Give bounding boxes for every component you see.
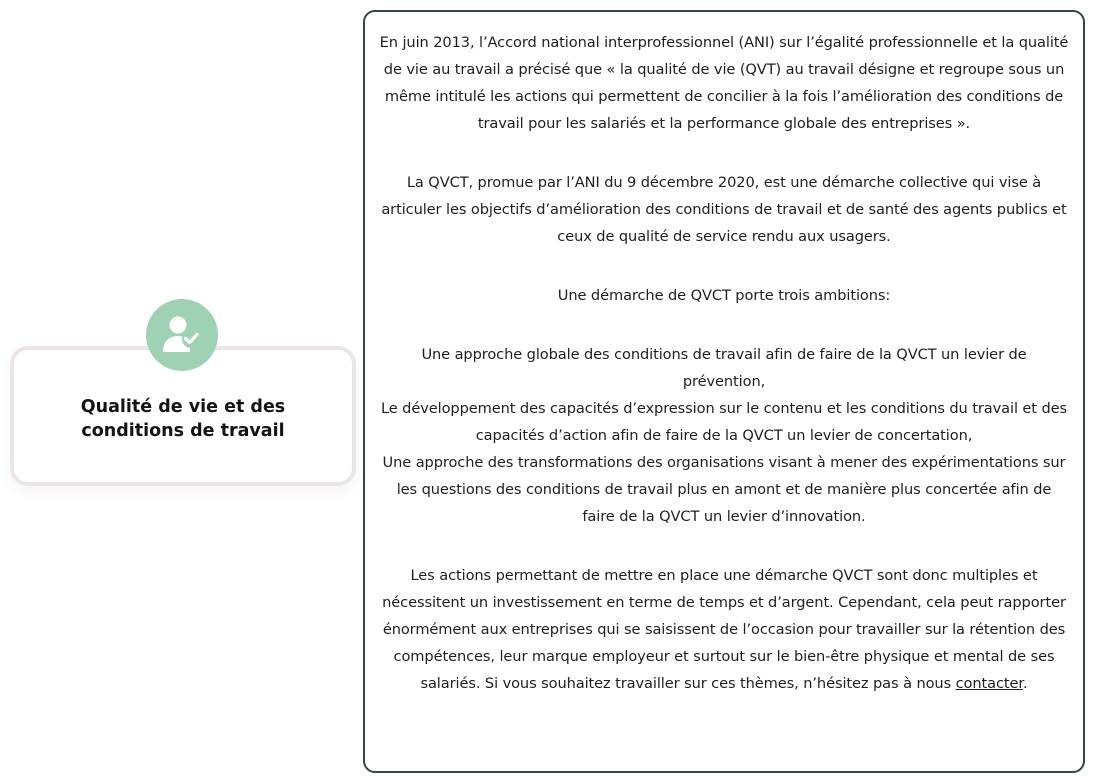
actions-end: . — [1022, 675, 1028, 692]
spacer — [379, 530, 1069, 562]
content-panel — [363, 10, 1085, 773]
spacer — [379, 309, 1069, 341]
contact-link[interactable]: contacter — [955, 675, 1023, 692]
paragraph-ambitions-intro: Une démarche de QVCT porte trois ambitions: — [557, 287, 891, 304]
card-title: Qualité de vie et des conditions de travail — [80, 397, 286, 441]
user-check-icon — [159, 312, 205, 358]
ambition-concertation: Le développement des capacités d’expression sur le contenu et les conditions du travail et des capacités d’action afin de faire de la QVCT un levier de concertation, — [380, 400, 1068, 444]
spacer — [379, 250, 1069, 282]
paragraph-qvct-2020: La QVCT, promue par l’ANI du 9 décembre 2020, est une démarche collective qui vise à articuler les objectifs d’amélioration des conditions de travail et de santé des agents publics et ceux de qualité de service rendu aux usagers. — [381, 174, 1067, 245]
paragraph-actions — [379, 562, 1069, 697]
ambition-innovation: Une approche des transformations des organisations visant à mener des expérimentations sur les questions des conditions de travail plus en amont et de manière plus concertée afin de faire de la QVCT un levier d’innovation. — [382, 454, 1066, 525]
actions-text: Les actions permettant de mettre en place une démarche QVCT sont donc multiples et nécessitent un investissement en terme de temps et d’argent. Cependant, cela peut rapporter énormément aux entreprises qui se saisissent de l’occasion pour travailler sur la rétention des compétences, leur marque employeur et surtout sur le bien-être physique et mental de ses salariés. Si vous souhaitez travailler sur ces thèmes, n’hésitez pas à nous — [382, 567, 1066, 692]
badge — [146, 299, 218, 371]
spacer — [379, 137, 1069, 169]
ambition-prevention: Une approche globale des conditions de travail afin de faire de la QVCT un levier de prévention, — [421, 346, 1027, 390]
paragraph-ani-2013: En juin 2013, l’Accord national interprofessionnel (ANI) sur l’égalité professionnelle et la qualité de vie au travail a précisé que « la qualité de vie (QVT) au travail désigne et regroupe sous un même intitulé les actions qui permettent de concilier à la fois l’amélioration des conditions de travail pour les salariés et la performance globale des entreprises ». — [379, 34, 1069, 132]
